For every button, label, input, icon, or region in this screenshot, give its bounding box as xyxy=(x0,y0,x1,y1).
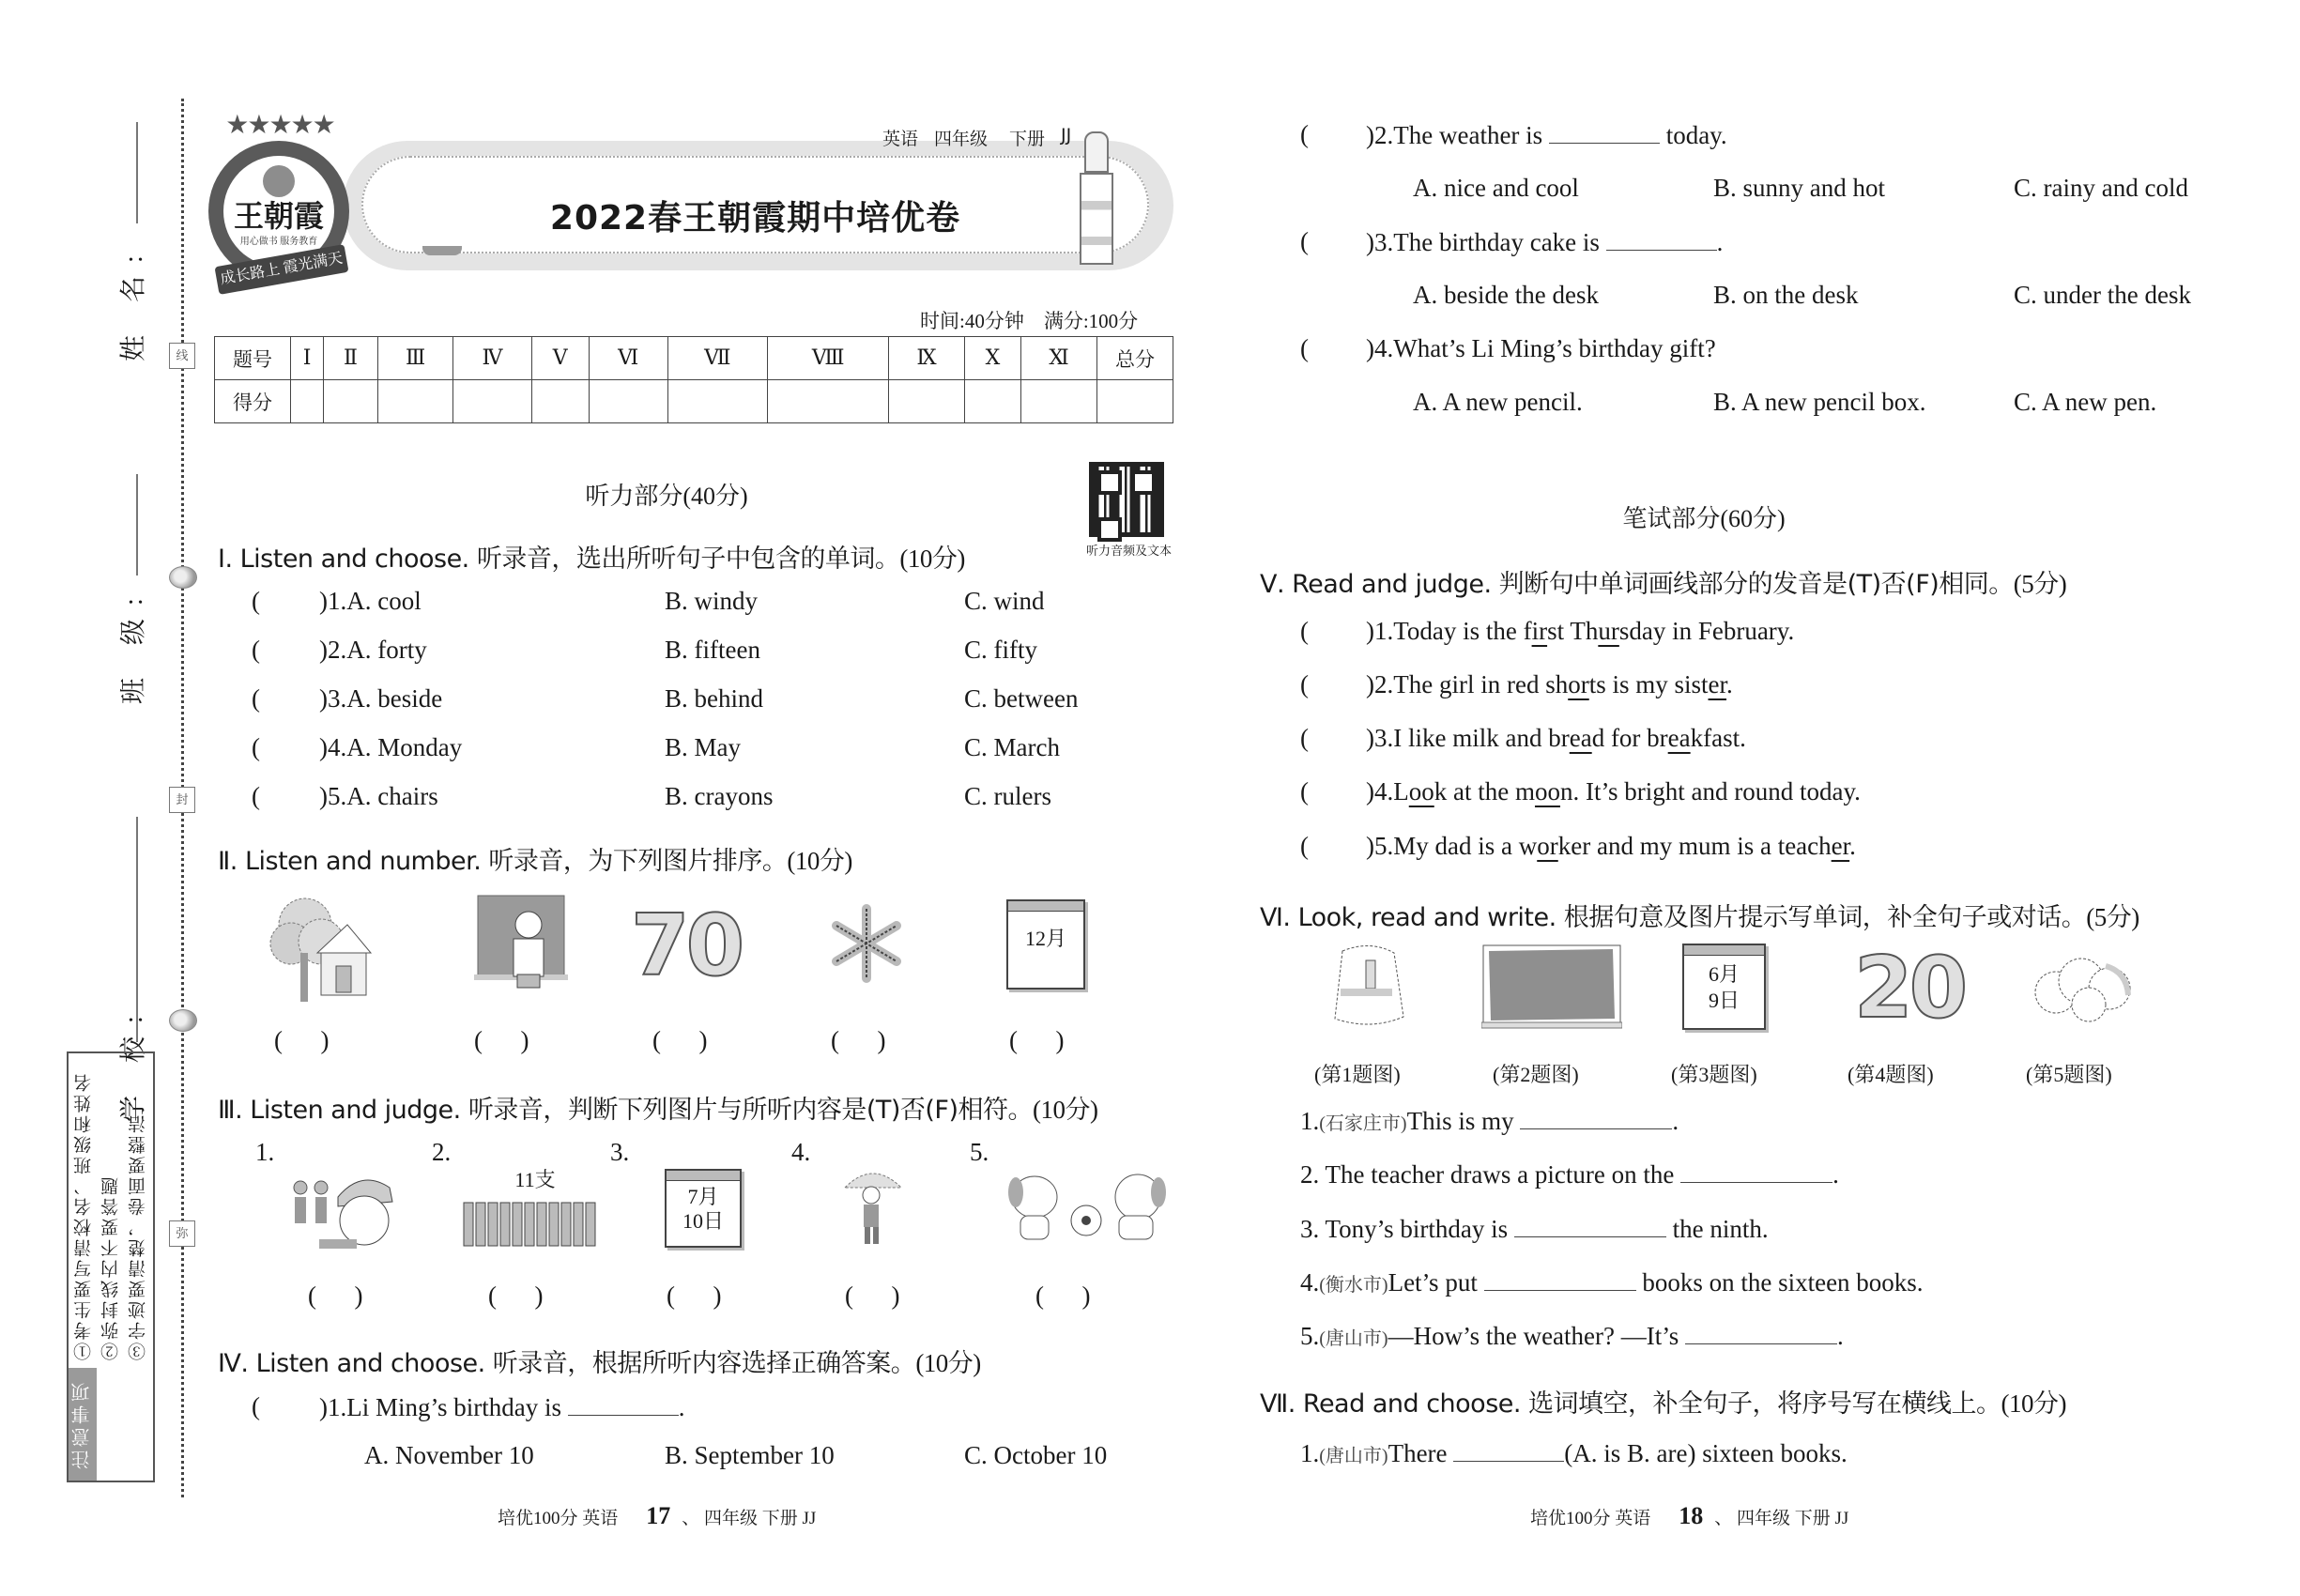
footer-right: 、 四年级 下册 JJ xyxy=(682,1509,817,1528)
judge-answer-paren[interactable]: ( ) xyxy=(1035,1281,1091,1310)
text: sday in February. xyxy=(1618,617,1795,645)
answer-paren[interactable]: ( xyxy=(252,1392,260,1420)
section-3-heading-text: Ⅲ. Listen and judge. 听录音，判断下列图片与所听内容是(T)否(F)相符。 xyxy=(218,1096,1033,1125)
footer-right: 、 四年级 下册 JJ xyxy=(1714,1509,1849,1528)
tree-house-icon xyxy=(263,887,385,1005)
underlined-sound: er xyxy=(1708,670,1727,698)
note-1: ①考生要写清校名、班级和姓名 xyxy=(74,1071,94,1360)
table-header-cell: Ⅸ xyxy=(889,337,965,380)
notes-box xyxy=(67,1051,155,1482)
table-header-cell: 总分 xyxy=(1097,337,1173,380)
question-text xyxy=(1366,227,1723,257)
item-number: )2. xyxy=(1366,670,1394,698)
page-footer-18 xyxy=(1530,1502,1848,1530)
score-cell[interactable] xyxy=(377,380,452,423)
answer-paren[interactable]: ( xyxy=(252,636,260,664)
text: L xyxy=(1393,777,1409,806)
section-6-heading xyxy=(1260,897,2139,933)
subject-tag: 英语 xyxy=(882,129,919,149)
answer-blank[interactable] xyxy=(1514,1214,1666,1237)
answer-paren[interactable]: ( xyxy=(1300,227,1309,255)
picture-number: 4. xyxy=(791,1138,811,1166)
section-6-points: (5分) xyxy=(2086,903,2139,931)
answer-paren[interactable]: ( xyxy=(1300,120,1309,148)
answer-blank[interactable] xyxy=(1453,1438,1564,1462)
item-num-a xyxy=(319,782,438,811)
page-number: 18 xyxy=(1679,1502,1704,1529)
blackboard-icon xyxy=(1481,944,1622,1033)
picture-caption: (第1题图) xyxy=(1314,1063,1401,1086)
calendar-july-10-icon xyxy=(665,1169,742,1248)
exam-info xyxy=(920,306,1138,334)
table-header-cell: Ⅷ xyxy=(768,337,889,380)
sentence-pre: The teacher draws a picture on the xyxy=(1325,1160,1675,1189)
table-header-cell: Ⅱ xyxy=(324,337,378,380)
sentence-pre: Tony’s birthday is xyxy=(1325,1215,1509,1243)
stars-icon: ★★★★★ xyxy=(225,111,334,140)
underlined-sound: ea xyxy=(1569,724,1592,752)
section-1-heading-text: Ⅰ. Listen and choose. 听录音，选出所听句子中包含的单词。 xyxy=(218,545,900,574)
option-b: B. behind xyxy=(665,684,763,713)
item-number: )2. xyxy=(319,636,347,664)
underlined-sound: or xyxy=(1568,670,1589,698)
underlined-sound: or xyxy=(1537,832,1558,860)
calendar-december-icon xyxy=(1006,899,1085,990)
picture-caption: (第4题图) xyxy=(1848,1063,1934,1086)
option-a: A. A new pencil. xyxy=(1413,388,1583,416)
item-num-a xyxy=(319,733,462,762)
question-pre: The weather is xyxy=(1393,121,1543,149)
table-header-cell: Ⅺ xyxy=(1021,337,1097,380)
section-7-heading-text: Ⅶ. Read and choose. 选词填空，补全句子，将序号写在横线上。 xyxy=(1260,1389,2001,1419)
option-b: B. fifteen xyxy=(665,636,760,664)
answer-paren[interactable]: ( xyxy=(252,587,260,615)
judge-answer-paren[interactable]: ( ) xyxy=(308,1281,363,1310)
sentence-pre: —How’s the weather? —It’s xyxy=(1388,1322,1679,1350)
text: ker and my mum is a teach xyxy=(1557,832,1832,860)
footer-left: 培优100分 英语 xyxy=(498,1509,619,1528)
table-header-cell: Ⅰ xyxy=(291,337,324,380)
section-5-heading xyxy=(1260,563,2066,600)
option-c: C. under the desk xyxy=(2014,281,2191,309)
school-label: 学 校: xyxy=(119,1003,148,1122)
sentence-pre: There xyxy=(1388,1439,1448,1467)
number-70-picture: 70 xyxy=(631,897,742,995)
listening-part-title xyxy=(563,477,770,512)
section-1-heading xyxy=(218,538,965,575)
item-number: )1. xyxy=(319,1393,347,1421)
picture-caption: (第3题图) xyxy=(1671,1063,1757,1086)
order-answer-paren[interactable]: ( ) xyxy=(652,1026,708,1054)
answer-blank[interactable] xyxy=(1549,120,1660,144)
section-7-points: (10分) xyxy=(2001,1389,2067,1418)
item-number: )5. xyxy=(319,782,347,810)
question-pre: Li Ming’s birthday is xyxy=(346,1393,561,1421)
answer-paren[interactable]: ( xyxy=(1300,617,1309,645)
sentence xyxy=(1366,617,1794,646)
item-number: )5. xyxy=(1366,832,1394,860)
table-header-cell: 题号 xyxy=(215,337,291,380)
score-cell[interactable] xyxy=(768,380,889,423)
qr-finder xyxy=(1097,517,1122,542)
answer-paren[interactable]: ( xyxy=(1300,777,1309,806)
option-a: A. beside the desk xyxy=(1413,281,1599,309)
name-label: 姓 名: xyxy=(119,242,148,361)
item-number: )3. xyxy=(1366,724,1394,752)
score-cell[interactable] xyxy=(291,380,324,423)
cloud-icon xyxy=(2023,953,2145,1023)
answer-paren[interactable]: ( xyxy=(252,733,260,761)
city-tag: (衡水市) xyxy=(1319,1275,1388,1296)
number-20-picture: 20 xyxy=(1854,939,1965,1037)
item-number: )4. xyxy=(319,733,347,761)
answer-blank[interactable] xyxy=(568,1392,679,1416)
score-row-label: 得分 xyxy=(215,380,291,423)
section-2-heading xyxy=(218,840,852,877)
picture-caption: (第2题图) xyxy=(1493,1063,1579,1086)
underlined-sound: ur xyxy=(1598,617,1619,645)
answer-blank[interactable] xyxy=(1606,227,1717,251)
writing-part-title xyxy=(1596,499,1812,534)
option-b: B. sunny and hot xyxy=(1713,174,1886,202)
text: ts is my sist xyxy=(1588,670,1709,698)
list-item xyxy=(1300,1159,1839,1189)
eleven-crayons-icon xyxy=(462,1197,603,1249)
section-1-points: (10分) xyxy=(899,545,965,573)
option-c: C. A new pen. xyxy=(2014,388,2157,416)
boat-icon xyxy=(422,246,462,255)
section-3-heading xyxy=(218,1089,1097,1126)
edition-tag: JJ xyxy=(1061,125,1072,146)
option-a: A. cool xyxy=(346,587,422,615)
calendar-month: 7月 xyxy=(687,1185,719,1208)
portrait-icon xyxy=(263,165,295,197)
sentence-pre: Let’s put xyxy=(1388,1268,1478,1297)
text: st Th xyxy=(1547,617,1599,645)
grade-tag: 四年级 xyxy=(934,129,989,149)
item-number: )4. xyxy=(1366,334,1394,362)
item-number: )4. xyxy=(1366,777,1394,806)
calendar-june-9-icon xyxy=(1682,944,1766,1030)
listening-title-text: 听力部分 xyxy=(585,483,683,511)
judge-answer-paren[interactable]: ( ) xyxy=(845,1281,900,1310)
text: kfast. xyxy=(1690,724,1746,752)
section-7-heading xyxy=(1260,1383,2066,1420)
item-number: )3. xyxy=(1366,228,1394,256)
writing-points: (60分) xyxy=(1720,505,1786,532)
underlined-sound: oo xyxy=(1534,777,1560,806)
question-post: . xyxy=(1716,228,1724,256)
text: My dad is a w xyxy=(1393,832,1538,860)
picture-number: 3. xyxy=(610,1138,630,1166)
page-footer-17 xyxy=(498,1502,816,1530)
answer-paren[interactable]: ( xyxy=(252,684,260,713)
answer-paren[interactable]: ( xyxy=(1300,724,1309,752)
teacher-blackboard-icon xyxy=(474,892,568,990)
option-a: A. November 10 xyxy=(364,1441,534,1469)
question-pre: The birthday cake is xyxy=(1393,228,1600,256)
answer-paren[interactable]: ( xyxy=(1300,832,1309,860)
score-table xyxy=(214,336,1173,423)
option-b: B. on the desk xyxy=(1713,281,1859,309)
city-tag: (石家庄市) xyxy=(1319,1113,1407,1134)
answer-blank[interactable] xyxy=(1685,1321,1837,1344)
picture-number: 2. xyxy=(432,1138,452,1166)
item-number: 1. xyxy=(1300,1439,1320,1467)
score-cell[interactable] xyxy=(889,380,965,423)
sentence xyxy=(1366,777,1861,806)
text: I like milk and br xyxy=(1393,724,1570,752)
text: n. It’s bright and round today. xyxy=(1559,777,1861,806)
listening-points: (40分) xyxy=(682,483,748,510)
dogs-with-ball-icon xyxy=(997,1164,1175,1244)
table-header-cell: Ⅳ xyxy=(453,337,531,380)
item-number: )3. xyxy=(319,684,347,713)
option-c: C. wind xyxy=(964,587,1045,615)
list-item xyxy=(1300,1214,1769,1244)
answer-blank[interactable] xyxy=(1484,1267,1636,1291)
picture-number: 5. xyxy=(970,1138,989,1166)
item-number: )1. xyxy=(1366,617,1394,645)
note-3: ③字迹要清楚，卷面要整洁 xyxy=(129,1113,148,1360)
option-a: A. beside xyxy=(346,684,443,713)
answer-blank[interactable] xyxy=(1680,1159,1832,1183)
answer-paren[interactable]: ( xyxy=(1300,334,1309,362)
time-limit: 时间:40分钟 xyxy=(920,310,1024,332)
judge-answer-paren[interactable]: ( ) xyxy=(667,1281,722,1310)
option-c: C. rulers xyxy=(964,782,1051,810)
section-5-heading-text: Ⅴ. Read and judge. 判断句中单词画线部分的发音是(T)否(F)相同。 xyxy=(1260,570,2014,599)
item-number: 5. xyxy=(1300,1322,1320,1350)
option-c: C. between xyxy=(964,684,1079,713)
order-answer-paren[interactable]: ( ) xyxy=(1009,1026,1065,1054)
item-number: )1. xyxy=(319,587,347,615)
city-tag: (唐山市) xyxy=(1319,1446,1388,1466)
option-a: A. chairs xyxy=(346,782,438,810)
class-underline[interactable] xyxy=(136,474,138,575)
underlined-sound: ea xyxy=(1667,724,1691,752)
class-label: 班 级: xyxy=(119,585,148,704)
item-number: 1. xyxy=(1300,1107,1320,1135)
item-num-a xyxy=(319,636,427,665)
answer-blank[interactable] xyxy=(1520,1106,1672,1129)
sentence-post: . xyxy=(1832,1160,1839,1189)
sentence-post: . xyxy=(1837,1322,1844,1350)
page-title: 2022春王朝霞期中培优卷 xyxy=(549,199,961,238)
full-score: 满分:100分 xyxy=(1043,310,1139,332)
text: . xyxy=(1726,670,1733,698)
item-number: 2. xyxy=(1300,1160,1320,1189)
seal-char-feng: 封 xyxy=(169,787,195,813)
calendar-day: 9日 xyxy=(1708,989,1740,1012)
lighthouse-icon xyxy=(1078,131,1115,263)
option-a: A. forty xyxy=(346,636,427,664)
title-banner xyxy=(343,141,1173,270)
boy-in-rain-icon xyxy=(836,1159,911,1249)
qr-caption: 听力音频及文本 xyxy=(1085,544,1172,558)
logo-ribbon: 成长路上 霞光满天 xyxy=(214,244,348,295)
section-3-points: (10分) xyxy=(1033,1096,1098,1124)
page-number: 17 xyxy=(646,1502,671,1529)
seal-coin-icon xyxy=(169,566,197,589)
option-b: B. May xyxy=(665,733,741,761)
section-2-heading-text: Ⅱ. Listen and number. 听录音，为下列图片排序。 xyxy=(218,847,788,876)
list-item xyxy=(1300,1106,1679,1136)
footer-left: 培优100分 英语 xyxy=(1530,1509,1651,1528)
score-cell[interactable] xyxy=(1021,380,1097,423)
note-2: ②弥封线内不要答题 xyxy=(101,1174,121,1360)
section-5-points: (5分) xyxy=(2013,570,2067,598)
seal-coin-icon xyxy=(169,1009,197,1032)
order-answer-paren[interactable]: ( ) xyxy=(831,1026,886,1054)
underlined-sound: ir xyxy=(1531,617,1548,645)
option-c: C. fifty xyxy=(964,636,1037,664)
calendar-day: 10日 xyxy=(682,1209,724,1233)
option-b: B. A new pencil box. xyxy=(1713,388,1926,416)
calendar-month: 6月 xyxy=(1708,962,1740,986)
schoolbag-icon xyxy=(1314,942,1427,1031)
score-cell[interactable] xyxy=(324,380,378,423)
item-num-a xyxy=(319,587,422,616)
order-answer-paren[interactable]: ( ) xyxy=(274,1026,330,1054)
table-header-cell: Ⅹ xyxy=(964,337,1020,380)
section-4-heading-text: Ⅳ. Listen and choose. 听录音，根据所听内容选择正确答案。 xyxy=(218,1349,916,1378)
seal-char-xian: 线 xyxy=(169,343,195,369)
sentence xyxy=(1366,670,1733,699)
text: Today is the f xyxy=(1393,617,1532,645)
question-post: today. xyxy=(1665,121,1727,149)
answer-paren[interactable]: ( xyxy=(252,782,260,810)
option-a: A. nice and cool xyxy=(1413,174,1579,202)
score-cell[interactable] xyxy=(453,380,531,423)
text: d for br xyxy=(1591,724,1668,752)
score-cell[interactable] xyxy=(667,380,768,423)
table-header-cell: Ⅲ xyxy=(377,337,452,380)
list-item xyxy=(1300,1438,1848,1468)
picture-caption: (第5题图) xyxy=(2026,1063,2112,1086)
section-2-points: (10分) xyxy=(787,847,852,875)
item-number: 3. xyxy=(1300,1215,1320,1243)
logo-name: 王朝霞 xyxy=(233,198,324,234)
item-num-a xyxy=(319,684,442,714)
city-tag: (唐山市) xyxy=(1319,1328,1388,1349)
sentence-post: . xyxy=(1672,1107,1679,1135)
score-table-header-row xyxy=(215,337,1173,380)
judge-answer-paren[interactable]: ( ) xyxy=(488,1281,544,1310)
score-cell[interactable] xyxy=(964,380,1020,423)
logo-slogan: 用心做书 服务教育 xyxy=(239,237,318,247)
table-header-cell: Ⅵ xyxy=(589,337,667,380)
miner-worker-icon xyxy=(282,1159,404,1249)
writing-title-text: 笔试部分 xyxy=(1622,505,1721,533)
calendar-month: 12月 xyxy=(1024,927,1066,950)
sentence-post: (A. is B. are) sixteen books. xyxy=(1564,1439,1848,1467)
sentence-pre: This is my xyxy=(1406,1107,1514,1135)
question-post: . xyxy=(678,1393,685,1421)
question-text xyxy=(319,1392,685,1422)
option-c: C. March xyxy=(964,733,1060,761)
score-cell[interactable] xyxy=(589,380,667,423)
underlined-sound: er xyxy=(1831,832,1850,860)
text: The girl in red sh xyxy=(1393,670,1569,698)
question-text xyxy=(1366,120,1727,150)
seal-char-mi: 弥 xyxy=(169,1220,195,1247)
sentence-post: books on the sixteen books. xyxy=(1642,1268,1924,1297)
notes-title: 注意事项 xyxy=(69,1368,97,1481)
answer-paren[interactable]: ( xyxy=(1300,670,1309,698)
order-answer-paren[interactable]: ( ) xyxy=(474,1026,529,1054)
picture-number: 1. xyxy=(255,1138,275,1166)
option-c: C. October 10 xyxy=(964,1441,1108,1469)
sentence xyxy=(1366,724,1746,753)
crayon-count-label: 11支 xyxy=(514,1168,556,1191)
option-b: B. September 10 xyxy=(665,1441,835,1469)
option-c: C. rainy and cold xyxy=(2014,174,2188,202)
table-header-cell: Ⅴ xyxy=(531,337,589,380)
sentence xyxy=(1366,832,1856,861)
option-b: B. crayons xyxy=(665,782,774,810)
option-b: B. windy xyxy=(665,587,759,615)
section-4-heading xyxy=(218,1343,981,1379)
section-6-heading-text: Ⅵ. Look, read and write. 根据句意及图片提示写单词，补全句子或对话。 xyxy=(1260,903,2087,932)
text: k at the m xyxy=(1434,777,1535,806)
score-cell[interactable] xyxy=(1097,380,1173,423)
item-number: 4. xyxy=(1300,1268,1320,1297)
list-item xyxy=(1300,1267,1924,1297)
section-4-points: (10分) xyxy=(915,1349,981,1377)
volume-tag: 下册 xyxy=(1009,129,1046,149)
score-table-score-row xyxy=(215,380,1173,423)
list-item xyxy=(1300,1321,1844,1351)
question-pre: What’s Li Ming’s birthday gift? xyxy=(1393,334,1716,362)
sentence-post: the ninth. xyxy=(1672,1215,1769,1243)
text: . xyxy=(1849,832,1856,860)
snowflake-icon xyxy=(824,901,909,986)
table-header-cell: Ⅶ xyxy=(667,337,768,380)
item-number: )2. xyxy=(1366,121,1394,149)
score-cell[interactable] xyxy=(531,380,589,423)
name-underline[interactable] xyxy=(136,122,138,223)
question-text xyxy=(1366,334,1716,363)
underlined-sound: oo xyxy=(1408,777,1434,806)
option-a: A. Monday xyxy=(346,733,463,761)
